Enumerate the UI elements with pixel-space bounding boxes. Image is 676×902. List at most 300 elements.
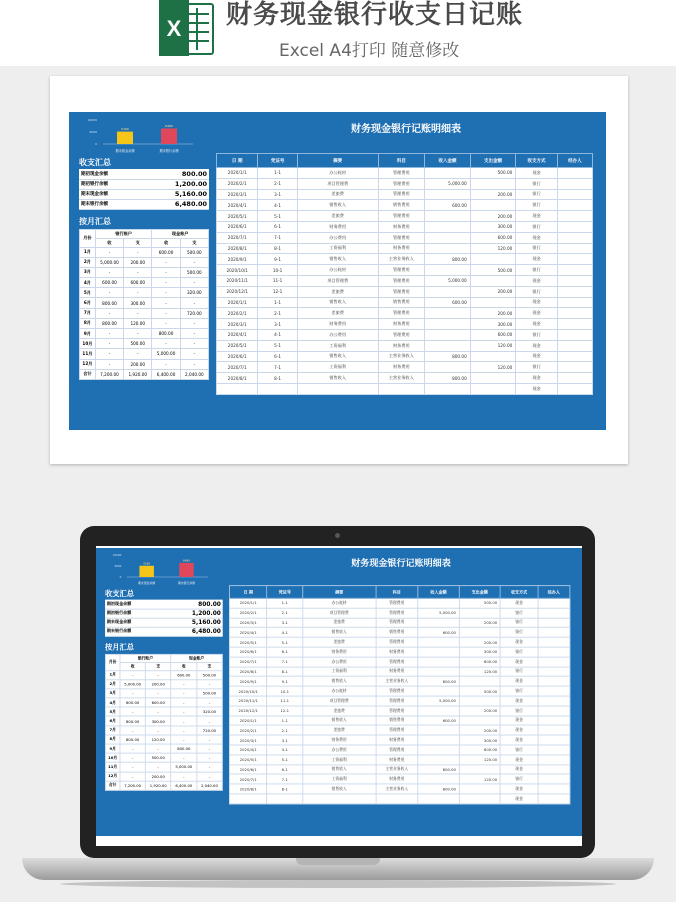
ledger-cell[interactable]: 管理费用 xyxy=(376,657,418,667)
ledger-cell[interactable]: 现金 xyxy=(500,725,537,735)
ledger-cell[interactable]: 项目管理费 xyxy=(297,178,378,189)
ledger-cell[interactable]: 1-1 xyxy=(258,297,297,308)
ledger-cell[interactable]: 2020/8/1 xyxy=(217,373,258,384)
ledger-cell[interactable] xyxy=(459,784,500,794)
ledger-cell[interactable]: 现金 xyxy=(516,383,557,394)
ledger-cell[interactable]: 银行 xyxy=(516,243,557,254)
ledger-cell[interactable]: 现金 xyxy=(500,794,537,804)
ledger-column-header[interactable]: 收支方式 xyxy=(500,586,537,599)
ledger-cell[interactable] xyxy=(418,637,459,647)
ledger-cell[interactable] xyxy=(557,329,592,340)
ledger-cell[interactable]: 财务费用 xyxy=(376,667,418,677)
ledger-cell[interactable]: 差旅费 xyxy=(303,637,376,647)
ledger-cell[interactable]: 2020/1/1 xyxy=(229,716,266,726)
ledger-cell[interactable]: 500.00 xyxy=(459,598,500,608)
ledger-cell[interactable]: 7-1 xyxy=(258,362,297,373)
ledger-cell[interactable]: 2020/3/1 xyxy=(217,319,258,330)
ledger-cell[interactable] xyxy=(538,745,570,755)
ledger-cell[interactable]: 2020/2/1 xyxy=(217,308,258,319)
ledger-cell[interactable]: 销售收入 xyxy=(297,297,378,308)
ledger-cell[interactable]: 银行 xyxy=(516,189,557,200)
ledger-cell[interactable] xyxy=(538,676,570,686)
ledger-cell[interactable]: 销售收入 xyxy=(297,373,378,384)
ledger-cell[interactable]: 主营业务收入 xyxy=(378,351,425,362)
ledger-cell[interactable]: 1-1 xyxy=(267,716,303,726)
ledger-cell[interactable]: 财务费用 xyxy=(303,647,376,657)
ledger-cell[interactable]: 现金 xyxy=(516,168,557,179)
ledger-cell[interactable] xyxy=(418,618,459,628)
ledger-cell[interactable] xyxy=(557,297,592,308)
ledger-cell[interactable]: 差旅费 xyxy=(303,725,376,735)
ledger-cell[interactable] xyxy=(557,221,592,232)
ledger-cell[interactable]: 管理费用 xyxy=(376,706,418,716)
ledger-cell[interactable]: 300.00 xyxy=(459,735,500,745)
ledger-cell[interactable]: 现金 xyxy=(500,676,537,686)
ledger-cell[interactable]: 120.00 xyxy=(459,755,500,765)
ledger-cell[interactable]: 2020/2/1 xyxy=(229,608,266,618)
ledger-cell[interactable]: 2020/5/1 xyxy=(229,755,266,765)
ledger-column-header[interactable]: 经办人 xyxy=(557,154,592,168)
ledger-cell[interactable]: 800.00 xyxy=(418,764,459,774)
ledger-cell[interactable]: 2020/9/1 xyxy=(217,254,258,265)
ledger-cell[interactable] xyxy=(425,221,471,232)
ledger-cell[interactable] xyxy=(459,676,500,686)
ledger-cell[interactable] xyxy=(303,794,376,804)
ledger-cell[interactable]: 2020/12/1 xyxy=(217,286,258,297)
ledger-cell[interactable] xyxy=(459,696,500,706)
ledger-cell[interactable] xyxy=(418,647,459,657)
ledger-cell[interactable]: 2020/6/1 xyxy=(217,221,258,232)
ledger-cell[interactable]: 现金 xyxy=(500,764,537,774)
ledger-cell[interactable]: 销售收入 xyxy=(303,764,376,774)
ledger-cell[interactable]: 主营业务收入 xyxy=(376,784,418,794)
ledger-cell[interactable]: 2-1 xyxy=(258,308,297,319)
ledger-cell[interactable]: 差旅费 xyxy=(297,308,378,319)
ledger-cell[interactable]: 管理费用 xyxy=(378,189,425,200)
ledger-cell[interactable] xyxy=(538,608,570,618)
ledger-cell[interactable]: 管理费用 xyxy=(378,265,425,276)
ledger-cell[interactable]: 差旅费 xyxy=(297,211,378,222)
ledger-cell[interactable]: 600.00 xyxy=(459,657,500,667)
ledger-column-header[interactable]: 日 期 xyxy=(229,586,266,599)
ledger-cell[interactable]: 财务费用 xyxy=(378,221,425,232)
ledger-cell[interactable]: 现金 xyxy=(500,598,537,608)
ledger-column-header[interactable]: 凭证号 xyxy=(267,586,303,599)
ledger-cell[interactable] xyxy=(418,774,459,784)
ledger-cell[interactable]: 工资福利 xyxy=(303,774,376,784)
ledger-cell[interactable]: 9-1 xyxy=(258,254,297,265)
ledger-cell[interactable]: 600.00 xyxy=(470,232,516,243)
ledger-cell[interactable]: 2-1 xyxy=(267,725,303,735)
ledger-cell[interactable] xyxy=(557,362,592,373)
ledger-cell[interactable] xyxy=(470,178,516,189)
ledger-cell[interactable]: 办公费用 xyxy=(297,329,378,340)
ledger-cell[interactable]: 银行 xyxy=(500,686,537,696)
ledger-cell[interactable] xyxy=(538,696,570,706)
ledger-cell[interactable]: 6-1 xyxy=(267,647,303,657)
ledger-cell[interactable]: 销售收入 xyxy=(303,784,376,794)
ledger-cell[interactable] xyxy=(538,735,570,745)
ledger-cell[interactable]: 管理费用 xyxy=(378,232,425,243)
ledger-cell[interactable]: 4-1 xyxy=(258,329,297,340)
ledger-cell[interactable]: 银行 xyxy=(516,362,557,373)
ledger-column-header[interactable]: 日 期 xyxy=(217,154,258,168)
ledger-cell[interactable]: 8-1 xyxy=(258,373,297,384)
ledger-cell[interactable] xyxy=(418,706,459,716)
ledger-cell[interactable]: 现金 xyxy=(516,319,557,330)
ledger-cell[interactable]: 工资福利 xyxy=(297,362,378,373)
ledger-cell[interactable]: 财务费用 xyxy=(376,774,418,784)
ledger-cell[interactable] xyxy=(459,628,500,638)
ledger-cell[interactable]: 200.00 xyxy=(459,706,500,716)
ledger-cell[interactable] xyxy=(538,667,570,677)
ledger-cell[interactable]: 现金 xyxy=(516,254,557,265)
ledger-cell[interactable]: 300.00 xyxy=(459,647,500,657)
ledger-cell[interactable] xyxy=(470,275,516,286)
ledger-cell[interactable]: 财务费用 xyxy=(297,221,378,232)
ledger-cell[interactable]: 现金 xyxy=(500,716,537,726)
ledger-cell[interactable] xyxy=(267,794,303,804)
ledger-cell[interactable]: 2020/10/1 xyxy=(229,686,266,696)
ledger-cell[interactable] xyxy=(258,383,297,394)
ledger-cell[interactable]: 200.00 xyxy=(470,211,516,222)
ledger-cell[interactable]: 管理费用 xyxy=(378,308,425,319)
ledger-cell[interactable] xyxy=(425,286,471,297)
ledger-cell[interactable] xyxy=(538,637,570,647)
ledger-cell[interactable]: 销售费用 xyxy=(376,716,418,726)
ledger-cell[interactable]: 差旅费 xyxy=(303,706,376,716)
ledger-cell[interactable]: 2020/11/1 xyxy=(217,275,258,286)
ledger-cell[interactable]: 3-1 xyxy=(267,735,303,745)
ledger-cell[interactable] xyxy=(470,351,516,362)
ledger-cell[interactable] xyxy=(557,178,592,189)
ledger-cell[interactable]: 现金 xyxy=(516,275,557,286)
ledger-cell[interactable] xyxy=(425,362,471,373)
ledger-cell[interactable] xyxy=(418,598,459,608)
ledger-cell[interactable]: 3-1 xyxy=(258,319,297,330)
ledger-cell[interactable] xyxy=(538,647,570,657)
ledger-cell[interactable]: 7-1 xyxy=(267,657,303,667)
ledger-cell[interactable]: 5-1 xyxy=(258,211,297,222)
ledger-cell[interactable] xyxy=(538,706,570,716)
ledger-cell[interactable]: 现金 xyxy=(500,657,537,667)
ledger-cell[interactable]: 管理费用 xyxy=(378,168,425,179)
ledger-cell[interactable]: 1-1 xyxy=(258,168,297,179)
ledger-cell[interactable]: 8-1 xyxy=(258,243,297,254)
ledger-cell[interactable] xyxy=(538,657,570,667)
ledger-cell[interactable] xyxy=(418,794,459,804)
ledger-cell[interactable] xyxy=(557,243,592,254)
ledger-cell[interactable]: 5,000.00 xyxy=(425,178,471,189)
ledger-cell[interactable]: 销售费用 xyxy=(378,200,425,211)
ledger-cell[interactable]: 4-1 xyxy=(258,200,297,211)
ledger-cell[interactable]: 2020/4/1 xyxy=(217,200,258,211)
ledger-cell[interactable]: 销售收入 xyxy=(303,628,376,638)
ledger-cell[interactable]: 2020/1/1 xyxy=(217,297,258,308)
ledger-cell[interactable]: 200.00 xyxy=(459,618,500,628)
ledger-cell[interactable]: 2020/7/1 xyxy=(217,232,258,243)
ledger-column-header[interactable]: 摘要 xyxy=(297,154,378,168)
ledger-cell[interactable] xyxy=(425,340,471,351)
ledger-cell[interactable]: 管理费用 xyxy=(378,329,425,340)
ledger-cell[interactable]: 办公费用 xyxy=(303,657,376,667)
ledger-cell[interactable] xyxy=(418,735,459,745)
ledger-column-header[interactable]: 支出金额 xyxy=(470,154,516,168)
ledger-cell[interactable]: 300.00 xyxy=(470,319,516,330)
ledger-cell[interactable]: 办公费用 xyxy=(297,232,378,243)
ledger-cell[interactable] xyxy=(557,211,592,222)
ledger-cell[interactable]: 管理费用 xyxy=(376,637,418,647)
ledger-cell[interactable]: 10-1 xyxy=(258,265,297,276)
ledger-cell[interactable]: 800.00 xyxy=(418,784,459,794)
ledger-cell[interactable] xyxy=(425,329,471,340)
ledger-cell[interactable] xyxy=(470,383,516,394)
ledger-cell[interactable] xyxy=(425,265,471,276)
ledger-cell[interactable]: 2020/8/1 xyxy=(229,784,266,794)
ledger-cell[interactable]: 2020/2/1 xyxy=(229,725,266,735)
ledger-cell[interactable] xyxy=(217,383,258,394)
ledger-cell[interactable]: 2020/8/1 xyxy=(217,243,258,254)
ledger-cell[interactable] xyxy=(418,725,459,735)
ledger-cell[interactable]: 120.00 xyxy=(459,667,500,677)
ledger-cell[interactable]: 银行 xyxy=(516,329,557,340)
ledger-cell[interactable]: 200.00 xyxy=(470,189,516,200)
ledger-cell[interactable] xyxy=(418,755,459,765)
ledger-cell[interactable]: 销售费用 xyxy=(378,297,425,308)
ledger-cell[interactable]: 现金 xyxy=(500,696,537,706)
ledger-column-header[interactable]: 科目 xyxy=(378,154,425,168)
ledger-cell[interactable]: 200.00 xyxy=(459,725,500,735)
ledger-cell[interactable]: 5,000.00 xyxy=(418,608,459,618)
ledger-cell[interactable]: 500.00 xyxy=(470,265,516,276)
ledger-cell[interactable]: 项目管理费 xyxy=(297,275,378,286)
ledger-cell[interactable]: 9-1 xyxy=(267,676,303,686)
ledger-cell[interactable]: 财务费用 xyxy=(376,735,418,745)
ledger-cell[interactable] xyxy=(557,200,592,211)
ledger-cell[interactable]: 2020/1/1 xyxy=(217,168,258,179)
ledger-cell[interactable]: 120.00 xyxy=(470,362,516,373)
ledger-cell[interactable]: 2020/12/1 xyxy=(229,706,266,716)
ledger-cell[interactable] xyxy=(538,774,570,784)
ledger-cell[interactable]: 2020/5/1 xyxy=(229,637,266,647)
ledger-cell[interactable]: 银行 xyxy=(500,628,537,638)
ledger-cell[interactable]: 2020/9/1 xyxy=(229,676,266,686)
ledger-cell[interactable] xyxy=(538,764,570,774)
ledger-cell[interactable]: 现金 xyxy=(516,373,557,384)
ledger-cell[interactable] xyxy=(418,686,459,696)
ledger-cell[interactable]: 财务费用 xyxy=(376,755,418,765)
ledger-cell[interactable]: 5,000.00 xyxy=(425,275,471,286)
ledger-cell[interactable]: 2020/3/1 xyxy=(229,735,266,745)
ledger-cell[interactable]: 200.00 xyxy=(470,308,516,319)
ledger-cell[interactable]: 5,000.00 xyxy=(418,696,459,706)
ledger-cell[interactable]: 120.00 xyxy=(459,774,500,784)
ledger-cell[interactable]: 2020/10/1 xyxy=(217,265,258,276)
ledger-cell[interactable] xyxy=(459,794,500,804)
ledger-cell[interactable] xyxy=(538,686,570,696)
ledger-cell[interactable]: 银行 xyxy=(500,774,537,784)
ledger-cell[interactable] xyxy=(459,716,500,726)
ledger-cell[interactable] xyxy=(557,168,592,179)
ledger-cell[interactable]: 600.00 xyxy=(418,628,459,638)
ledger-cell[interactable]: 银行 xyxy=(500,667,537,677)
ledger-cell[interactable] xyxy=(557,189,592,200)
ledger-cell[interactable] xyxy=(538,794,570,804)
ledger-cell[interactable] xyxy=(425,319,471,330)
ledger-cell[interactable]: 12-1 xyxy=(267,706,303,716)
ledger-cell[interactable] xyxy=(557,232,592,243)
ledger-cell[interactable]: 银行 xyxy=(500,745,537,755)
ledger-cell[interactable]: 银行 xyxy=(500,608,537,618)
ledger-cell[interactable]: 管理费用 xyxy=(376,725,418,735)
ledger-cell[interactable]: 银行 xyxy=(500,647,537,657)
ledger-cell[interactable]: 主营业务收入 xyxy=(378,373,425,384)
ledger-cell[interactable]: 差旅费 xyxy=(297,286,378,297)
ledger-cell[interactable]: 现金 xyxy=(500,735,537,745)
ledger-cell[interactable]: 4-1 xyxy=(267,628,303,638)
ledger-cell[interactable]: 3-1 xyxy=(258,189,297,200)
ledger-cell[interactable]: 12-1 xyxy=(258,286,297,297)
ledger-cell[interactable]: 2020/7/1 xyxy=(229,657,266,667)
ledger-cell[interactable] xyxy=(459,608,500,618)
ledger-cell[interactable]: 2020/7/1 xyxy=(229,774,266,784)
ledger-cell[interactable] xyxy=(425,211,471,222)
ledger-cell[interactable]: 现金 xyxy=(500,755,537,765)
ledger-cell[interactable] xyxy=(418,667,459,677)
ledger-cell[interactable] xyxy=(538,755,570,765)
ledger-cell[interactable]: 管理费用 xyxy=(378,275,425,286)
ledger-cell[interactable] xyxy=(425,189,471,200)
ledger-cell[interactable]: 11-1 xyxy=(267,696,303,706)
ledger-cell[interactable]: 500.00 xyxy=(470,168,516,179)
ledger-cell[interactable] xyxy=(538,725,570,735)
ledger-cell[interactable]: 现金 xyxy=(500,784,537,794)
ledger-cell[interactable]: 办公耗材 xyxy=(303,598,376,608)
ledger-cell[interactable] xyxy=(470,373,516,384)
ledger-cell[interactable]: 2020/6/1 xyxy=(217,351,258,362)
ledger-cell[interactable] xyxy=(459,764,500,774)
ledger-column-header[interactable]: 支出金额 xyxy=(459,586,500,599)
ledger-cell[interactable]: 工资福利 xyxy=(297,340,378,351)
ledger-cell[interactable]: 管理费用 xyxy=(378,178,425,189)
ledger-cell[interactable]: 办公耗材 xyxy=(297,265,378,276)
ledger-cell[interactable]: 800.00 xyxy=(418,676,459,686)
ledger-cell[interactable] xyxy=(557,286,592,297)
ledger-cell[interactable]: 800.00 xyxy=(425,373,471,384)
ledger-cell[interactable] xyxy=(538,628,570,638)
ledger-cell[interactable]: 银行 xyxy=(516,200,557,211)
ledger-cell[interactable]: 主营业务收入 xyxy=(376,676,418,686)
ledger-cell[interactable]: 管理费用 xyxy=(376,598,418,608)
ledger-cell[interactable]: 办公费用 xyxy=(303,745,376,755)
ledger-cell[interactable]: 差旅费 xyxy=(303,618,376,628)
ledger-cell[interactable]: 财务费用 xyxy=(378,243,425,254)
ledger-cell[interactable]: 1-1 xyxy=(267,598,303,608)
ledger-column-header[interactable]: 收入金额 xyxy=(425,154,471,168)
ledger-cell[interactable]: 办公耗材 xyxy=(303,686,376,696)
ledger-cell[interactable]: 2-1 xyxy=(267,608,303,618)
ledger-cell[interactable]: 3-1 xyxy=(267,618,303,628)
ledger-cell[interactable]: 银行 xyxy=(516,221,557,232)
ledger-cell[interactable]: 120.00 xyxy=(470,243,516,254)
ledger-cell[interactable]: 现金 xyxy=(500,637,537,647)
ledger-cell[interactable]: 300.00 xyxy=(470,221,516,232)
ledger-cell[interactable] xyxy=(538,618,570,628)
ledger-cell[interactable] xyxy=(557,308,592,319)
ledger-cell[interactable]: 800.00 xyxy=(425,254,471,265)
ledger-cell[interactable]: 500.00 xyxy=(459,686,500,696)
ledger-cell[interactable]: 主营业务收入 xyxy=(378,254,425,265)
ledger-cell[interactable]: 管理费用 xyxy=(378,286,425,297)
ledger-cell[interactable]: 2020/5/1 xyxy=(217,211,258,222)
ledger-cell[interactable] xyxy=(470,200,516,211)
ledger-cell[interactable] xyxy=(557,373,592,384)
ledger-cell[interactable]: 银行 xyxy=(500,706,537,716)
ledger-cell[interactable] xyxy=(557,254,592,265)
ledger-cell[interactable] xyxy=(557,265,592,276)
ledger-cell[interactable]: 工资福利 xyxy=(297,243,378,254)
ledger-cell[interactable] xyxy=(557,275,592,286)
ledger-cell[interactable] xyxy=(557,351,592,362)
ledger-cell[interactable] xyxy=(538,784,570,794)
ledger-cell[interactable]: 600.00 xyxy=(425,200,471,211)
ledger-cell[interactable]: 2020/6/1 xyxy=(229,764,266,774)
ledger-cell[interactable]: 6-1 xyxy=(267,764,303,774)
ledger-cell[interactable]: 2020/4/1 xyxy=(229,628,266,638)
ledger-cell[interactable]: 销售收入 xyxy=(303,676,376,686)
ledger-cell[interactable]: 120.00 xyxy=(470,340,516,351)
ledger-cell[interactable]: 200.00 xyxy=(459,637,500,647)
ledger-cell[interactable]: 6-1 xyxy=(258,221,297,232)
ledger-column-header[interactable]: 收入金额 xyxy=(418,586,459,599)
ledger-cell[interactable]: 办公耗材 xyxy=(297,168,378,179)
ledger-cell[interactable]: 5-1 xyxy=(258,340,297,351)
ledger-cell[interactable]: 销售收入 xyxy=(297,200,378,211)
ledger-cell[interactable]: 销售收入 xyxy=(297,351,378,362)
ledger-cell[interactable] xyxy=(425,308,471,319)
ledger-cell[interactable]: 现金 xyxy=(516,351,557,362)
ledger-cell[interactable] xyxy=(425,383,471,394)
ledger-cell[interactable]: 财务费用 xyxy=(378,319,425,330)
ledger-cell[interactable] xyxy=(418,745,459,755)
ledger-cell[interactable]: 主营业务收入 xyxy=(376,764,418,774)
ledger-cell[interactable]: 银行 xyxy=(516,178,557,189)
ledger-cell[interactable] xyxy=(418,657,459,667)
ledger-cell[interactable]: 10-1 xyxy=(267,686,303,696)
ledger-cell[interactable] xyxy=(229,794,266,804)
ledger-cell[interactable]: 4-1 xyxy=(267,745,303,755)
ledger-cell[interactable] xyxy=(378,383,425,394)
ledger-cell[interactable] xyxy=(425,168,471,179)
ledger-cell[interactable]: 8-1 xyxy=(267,784,303,794)
ledger-cell[interactable]: 管理费用 xyxy=(376,618,418,628)
ledger-cell[interactable]: 2020/8/1 xyxy=(229,667,266,677)
ledger-cell[interactable]: 工资福利 xyxy=(303,755,376,765)
ledger-column-header[interactable]: 经办人 xyxy=(538,586,570,599)
ledger-cell[interactable]: 2020/4/1 xyxy=(217,329,258,340)
ledger-cell[interactable]: 管理费用 xyxy=(376,608,418,618)
ledger-cell[interactable]: 600.00 xyxy=(459,745,500,755)
ledger-column-header[interactable]: 摘要 xyxy=(303,586,376,599)
ledger-cell[interactable] xyxy=(557,319,592,330)
ledger-cell[interactable]: 5-1 xyxy=(267,755,303,765)
ledger-cell[interactable] xyxy=(470,254,516,265)
ledger-cell[interactable]: 2020/3/1 xyxy=(229,618,266,628)
ledger-cell[interactable]: 银行 xyxy=(516,265,557,276)
ledger-cell[interactable]: 现金 xyxy=(516,297,557,308)
ledger-cell[interactable]: 600.00 xyxy=(418,716,459,726)
ledger-cell[interactable]: 2020/4/1 xyxy=(229,745,266,755)
